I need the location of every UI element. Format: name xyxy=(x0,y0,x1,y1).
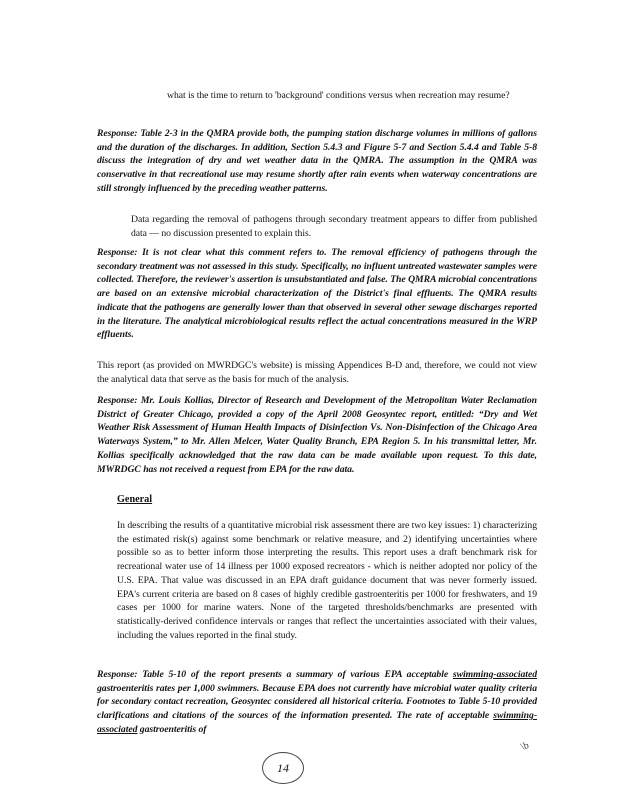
response-4-underlined-1: swimming-associated xyxy=(452,669,537,680)
response-paragraph-4 xyxy=(97,668,537,737)
handwritten-mark: \b xyxy=(519,740,531,753)
response-4-underlined-2: swimming-associated xyxy=(97,710,537,735)
comment-paragraph-1: what is the time to return to 'background' conditions versus when recreation may resume? xyxy=(167,90,510,101)
response-4-text-b: gastroenteritis rates per 1,000 swimmers. Because EPA does not currently have microbial water quality criteria for secondary contact recreation, Geosyntec considered all historical criteria. Footnotes to Table 5-10 provided clarifications and citations of the sources of the information presented. The rate of acceptable xyxy=(97,682,537,722)
page-number: 14 xyxy=(262,752,304,784)
response-4-text-a: Response: Table 5-10 of the report presents a summary of various EPA acceptable xyxy=(97,669,453,680)
response-4-text-c: gastroenteritis of xyxy=(137,723,207,735)
section-heading-general: General xyxy=(117,494,153,505)
comment-paragraph-2: Data regarding the removal of pathogens through secondary treatment appears to differ from published data — no discussion presented to explain this. xyxy=(131,214,537,239)
response-paragraph-1: Response: Table 2-3 in the QMRA provide both, the pumping station discharge volumes in millions of gallons and the duration of the discharges. In addition, Section 5.4.3 and Figure 5-7 and Section 5.4.4 and Table 5-8 discuss the integration of dry and wet weather data in the QMRA. The assumption in the QMRA was conservative in that recreational use may resume shortly after rain events when waterway concentrations are still strongly influenced by the preceding weather patterns. xyxy=(97,128,537,194)
response-paragraph-2: Response: It is not clear what this comment refers to. The removal efficiency of pathogens through the secondary treatment was not assessed in this study. Specifically, no influent untreated wastewater samples were collected. Therefore, the reviewer's assertion is unsubstantiated and false. The QMRA microbial concentrations are based on an extensive microbial characterization of the District's final effluents. The QMRA results indicate that the pathogens are generally lower than that observed in several other sewage discharges reported in the literature. The analytical microbiological results reflect the actual concentrations measured in the WRP effluents. xyxy=(97,247,537,341)
comment-paragraph-4: In describing the results of a quantitative microbial risk assessment there are two key issues: 1) characterizing the estimated risk(s) against some benchmark or relative measure, and 2) identifying uncertainties where possible so as to better inform those interpreting the results. This report uses a draft benchmark risk for recreational water use of 14 illness per 1000 exposed recreators - which is neither adopted nor policy of the U.S. EPA. That value was discussed in an EPA draft guidance document that was never formerly issued. EPA's current criteria are based on 8 cases of highly credible gastroenteritis per 1000 for freshwaters, and 19 cases per 1000 for marine waters. None of the targeted thresholds/benchmarks are presented with statistically-derived confidence intervals or ranges that reflect the uncertainties associated with their values, including the values reported in the final study. xyxy=(117,520,537,641)
response-paragraph-3: Response: Mr. Louis Kollias, Director of Research and Development of the Metropolitan Water Reclamation District of Greater Chicago, provided a copy of the April 2008 Geosyntec report, entitled: “Dry and Wet Weather Risk Assessment of Human Health Impacts of Disinfection Vs. Non-Disinfection of the Chicago Area Waterways System,” to Mr. Allen Melcer, Water Quality Branch, EPA Region 5. In his transmittal letter, Mr. Kollias specifically acknowledged that the raw data can be made available upon request. To this date, MWRDGC has not received a request from EPA for the raw data. xyxy=(97,395,537,475)
comment-paragraph-3: This report (as provided on MWRDGC's website) is missing Appendices B-D and, therefore, we could not view the analytical data that serve as the basis for much of the analysis. xyxy=(97,360,537,385)
